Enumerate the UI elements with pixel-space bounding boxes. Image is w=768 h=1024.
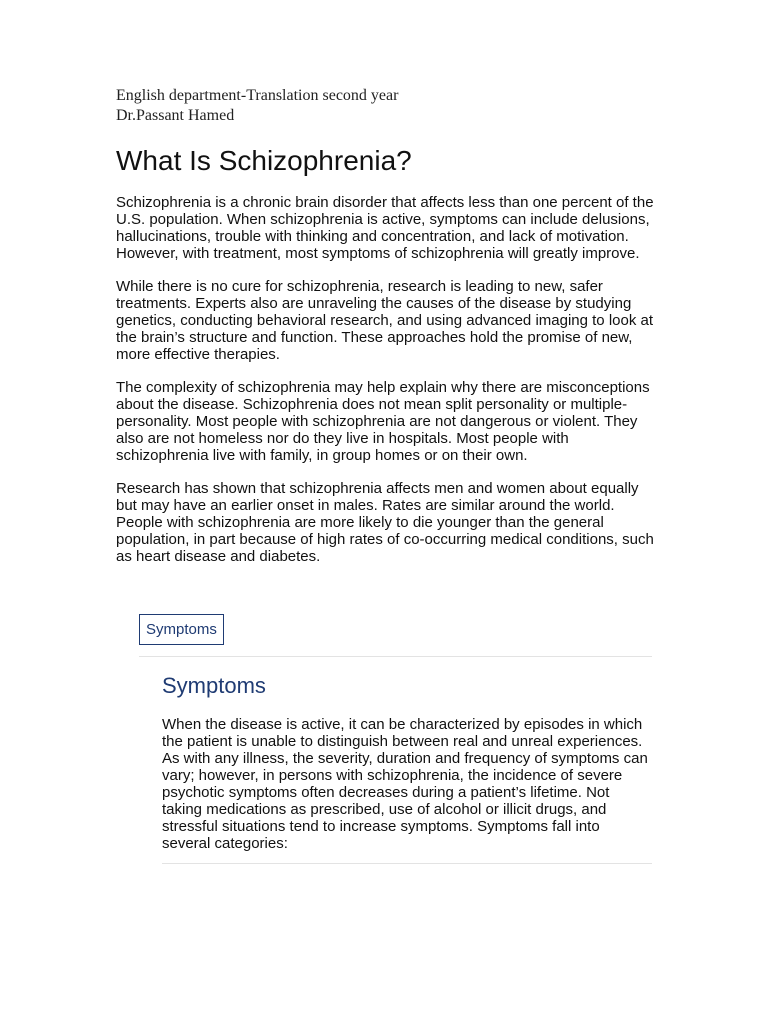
document-page [116, 86, 656, 565]
tab-label: Symptoms [146, 621, 217, 638]
section-paragraph: When the disease is active, it can be characterized by episodes in which the patient is unable to distinguish between real and unreal experiences. As with any illness, the severity, duration and frequency of symptoms can vary; however, in persons with schizophrenia, the incidence of severe psychotic symptoms often decreases during a patient’s lifetime. Not taking medications as prescribed, use of alcohol or illicit drugs, and stressful situations tend to increase symptoms. Symptoms fall into several categories: [162, 716, 648, 852]
tab-symptoms[interactable] [139, 614, 224, 645]
article-paragraph: While there is no cure for schizophrenia, research is leading to new, safer treatments. Experts also are unraveling the causes of the disease by studying genetics, conducting behavioral research, and using advanced imaging to look at the brain’s structure and function. These approaches hold the promise of new, more effective therapies. [116, 278, 654, 363]
course-header: English department-Translation second year [116, 87, 399, 104]
article-paragraph: Research has shown that schizophrenia affects men and women about equally but may have an earlier onset in males. Rates are similar around the world. People with schizophrenia are more likely to die younger than the general population, in part because of high rates of co-occurring medical conditions, such as heart disease and diabetes. [116, 480, 654, 565]
section-title: Symptoms [162, 673, 266, 698]
article-paragraph: The complexity of schizophrenia may help explain why there are misconceptions about the disease. Schizophrenia does not mean split personality or multiple-personality. Most people with schizophrenia are not dangerous or violent. They also are not homeless nor do they live in hospitals. Most people with schizophrenia live with family, in group homes or on their own. [116, 379, 650, 464]
symptoms-section [162, 672, 652, 864]
section-divider [162, 863, 652, 864]
section-tabs [139, 614, 652, 657]
author-header: Dr.Passant Hamed [116, 107, 235, 124]
article-paragraph: Schizophrenia is a chronic brain disorder that affects less than one percent of the U.S. population. When schizophrenia is active, symptoms can include delusions, hallucinations, trouble with thinking and concentration, and lack of motivation. However, with treatment, most symptoms of schizophrenia will greatly improve. [116, 194, 654, 262]
page-title: What Is Schizophrenia? [116, 145, 412, 176]
